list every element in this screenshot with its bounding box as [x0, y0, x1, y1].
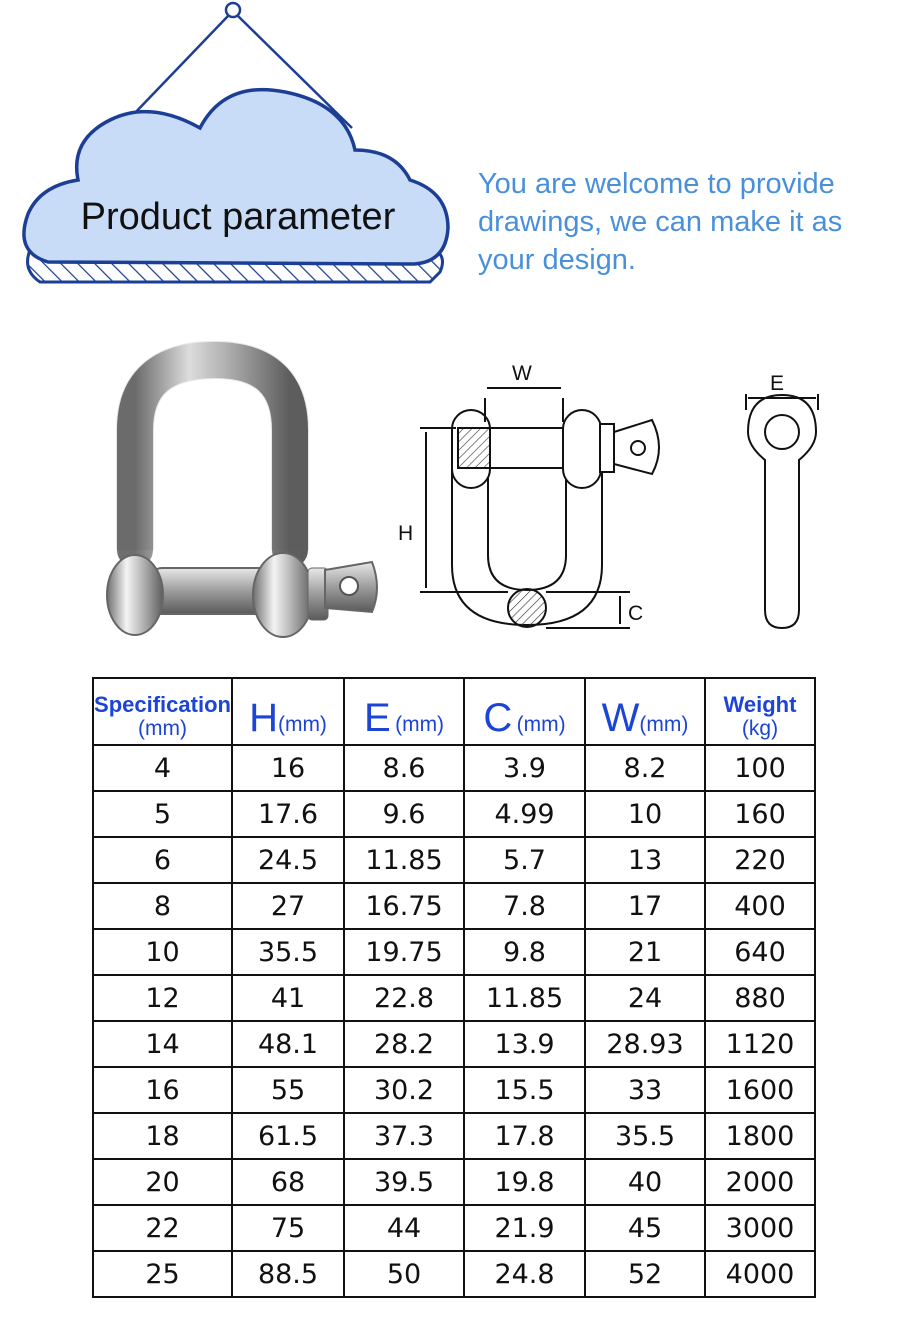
cell-c: 24.8	[464, 1251, 585, 1297]
cell-spec: 5	[93, 791, 232, 837]
table-row	[93, 1251, 815, 1297]
header-h: H(mm)	[232, 678, 344, 745]
table-row	[93, 1113, 815, 1159]
side-drawing	[746, 394, 818, 628]
table-row	[93, 1067, 815, 1113]
product-illustrations	[0, 340, 907, 660]
dim-label-h: H	[398, 522, 414, 545]
header-e: E (mm)	[344, 678, 464, 745]
cell-e: 30.2	[344, 1067, 464, 1113]
table-row	[93, 837, 815, 883]
cell-c: 3.9	[464, 745, 585, 791]
cell-h: 41	[232, 975, 344, 1021]
banner-title: Product parameter	[80, 196, 396, 238]
cell-w: 17	[585, 883, 705, 929]
cell-h: 61.5	[232, 1113, 344, 1159]
cell-h: 48.1	[232, 1021, 344, 1067]
cell-w: 52	[585, 1251, 705, 1297]
hanger-string-left	[132, 16, 228, 116]
cell-spec: 8	[93, 883, 232, 929]
cell-h: 35.5	[232, 929, 344, 975]
cell-e: 50	[344, 1251, 464, 1297]
cell-weight: 880	[705, 975, 815, 1021]
cell-weight: 1120	[705, 1021, 815, 1067]
dim-label-w: W	[512, 362, 532, 385]
cell-e: 11.85	[344, 837, 464, 883]
header-weight: Weight (kg)	[705, 678, 815, 745]
cell-w: 10	[585, 791, 705, 837]
cell-weight: 100	[705, 745, 815, 791]
cell-h: 75	[232, 1205, 344, 1251]
cell-spec: 16	[93, 1067, 232, 1113]
cell-spec: 22	[93, 1205, 232, 1251]
cell-w: 28.93	[585, 1021, 705, 1067]
cell-weight: 3000	[705, 1205, 815, 1251]
cell-spec: 4	[93, 745, 232, 791]
cell-e: 16.75	[344, 883, 464, 929]
cell-h: 68	[232, 1159, 344, 1205]
cell-w: 8.2	[585, 745, 705, 791]
cell-spec: 25	[93, 1251, 232, 1297]
cell-c: 5.7	[464, 837, 585, 883]
table-row	[93, 1021, 815, 1067]
cell-e: 28.2	[344, 1021, 464, 1067]
cell-spec: 20	[93, 1159, 232, 1205]
cell-weight: 220	[705, 837, 815, 883]
cell-spec: 18	[93, 1113, 232, 1159]
shackle-photo	[107, 360, 377, 637]
cell-spec: 6	[93, 837, 232, 883]
cell-spec: 10	[93, 929, 232, 975]
cell-weight: 1800	[705, 1113, 815, 1159]
header-specification: Specification (mm)	[93, 678, 232, 745]
spec-table	[92, 677, 816, 1298]
cell-c: 19.8	[464, 1159, 585, 1205]
cell-w: 33	[585, 1067, 705, 1113]
header-c: C (mm)	[464, 678, 585, 745]
table-row	[93, 1159, 815, 1205]
cell-e: 39.5	[344, 1159, 464, 1205]
cell-w: 40	[585, 1159, 705, 1205]
welcome-text: You are welcome to provide drawings, we can make it as your design.	[478, 168, 843, 276]
cell-w: 13	[585, 837, 705, 883]
front-drawing	[420, 388, 659, 628]
cell-h: 24.5	[232, 837, 344, 883]
cell-weight: 1600	[705, 1067, 815, 1113]
table-row	[93, 929, 815, 975]
cell-e: 8.6	[344, 745, 464, 791]
table-row	[93, 883, 815, 929]
dim-label-e: E	[770, 372, 785, 395]
cell-c: 17.8	[464, 1113, 585, 1159]
cell-e: 44	[344, 1205, 464, 1251]
cell-c: 13.9	[464, 1021, 585, 1067]
cell-weight: 2000	[705, 1159, 815, 1205]
cell-c: 9.8	[464, 929, 585, 975]
cell-c: 15.5	[464, 1067, 585, 1113]
cell-c: 7.8	[464, 883, 585, 929]
cell-h: 88.5	[232, 1251, 344, 1297]
hanger-ring	[226, 3, 240, 17]
table-row	[93, 1205, 815, 1251]
table-header-row	[93, 678, 815, 745]
cell-w: 24	[585, 975, 705, 1021]
cell-weight: 160	[705, 791, 815, 837]
cell-h: 55	[232, 1067, 344, 1113]
cell-weight: 640	[705, 929, 815, 975]
cell-c: 11.85	[464, 975, 585, 1021]
cell-spec: 14	[93, 1021, 232, 1067]
cell-weight: 4000	[705, 1251, 815, 1297]
cell-c: 21.9	[464, 1205, 585, 1251]
cell-e: 37.3	[344, 1113, 464, 1159]
table-row	[93, 745, 815, 791]
table-row	[93, 975, 815, 1021]
cell-w: 21	[585, 929, 705, 975]
cell-weight: 400	[705, 883, 815, 929]
cell-h: 16	[232, 745, 344, 791]
table-body	[93, 745, 815, 1297]
cell-e: 22.8	[344, 975, 464, 1021]
cell-h: 27	[232, 883, 344, 929]
header-w: W(mm)	[585, 678, 705, 745]
cell-c: 4.99	[464, 791, 585, 837]
cell-spec: 12	[93, 975, 232, 1021]
cell-w: 35.5	[585, 1113, 705, 1159]
cell-e: 9.6	[344, 791, 464, 837]
cell-h: 17.6	[232, 791, 344, 837]
dim-label-c: C	[628, 602, 644, 625]
cell-w: 45	[585, 1205, 705, 1251]
table-row	[93, 791, 815, 837]
cell-e: 19.75	[344, 929, 464, 975]
